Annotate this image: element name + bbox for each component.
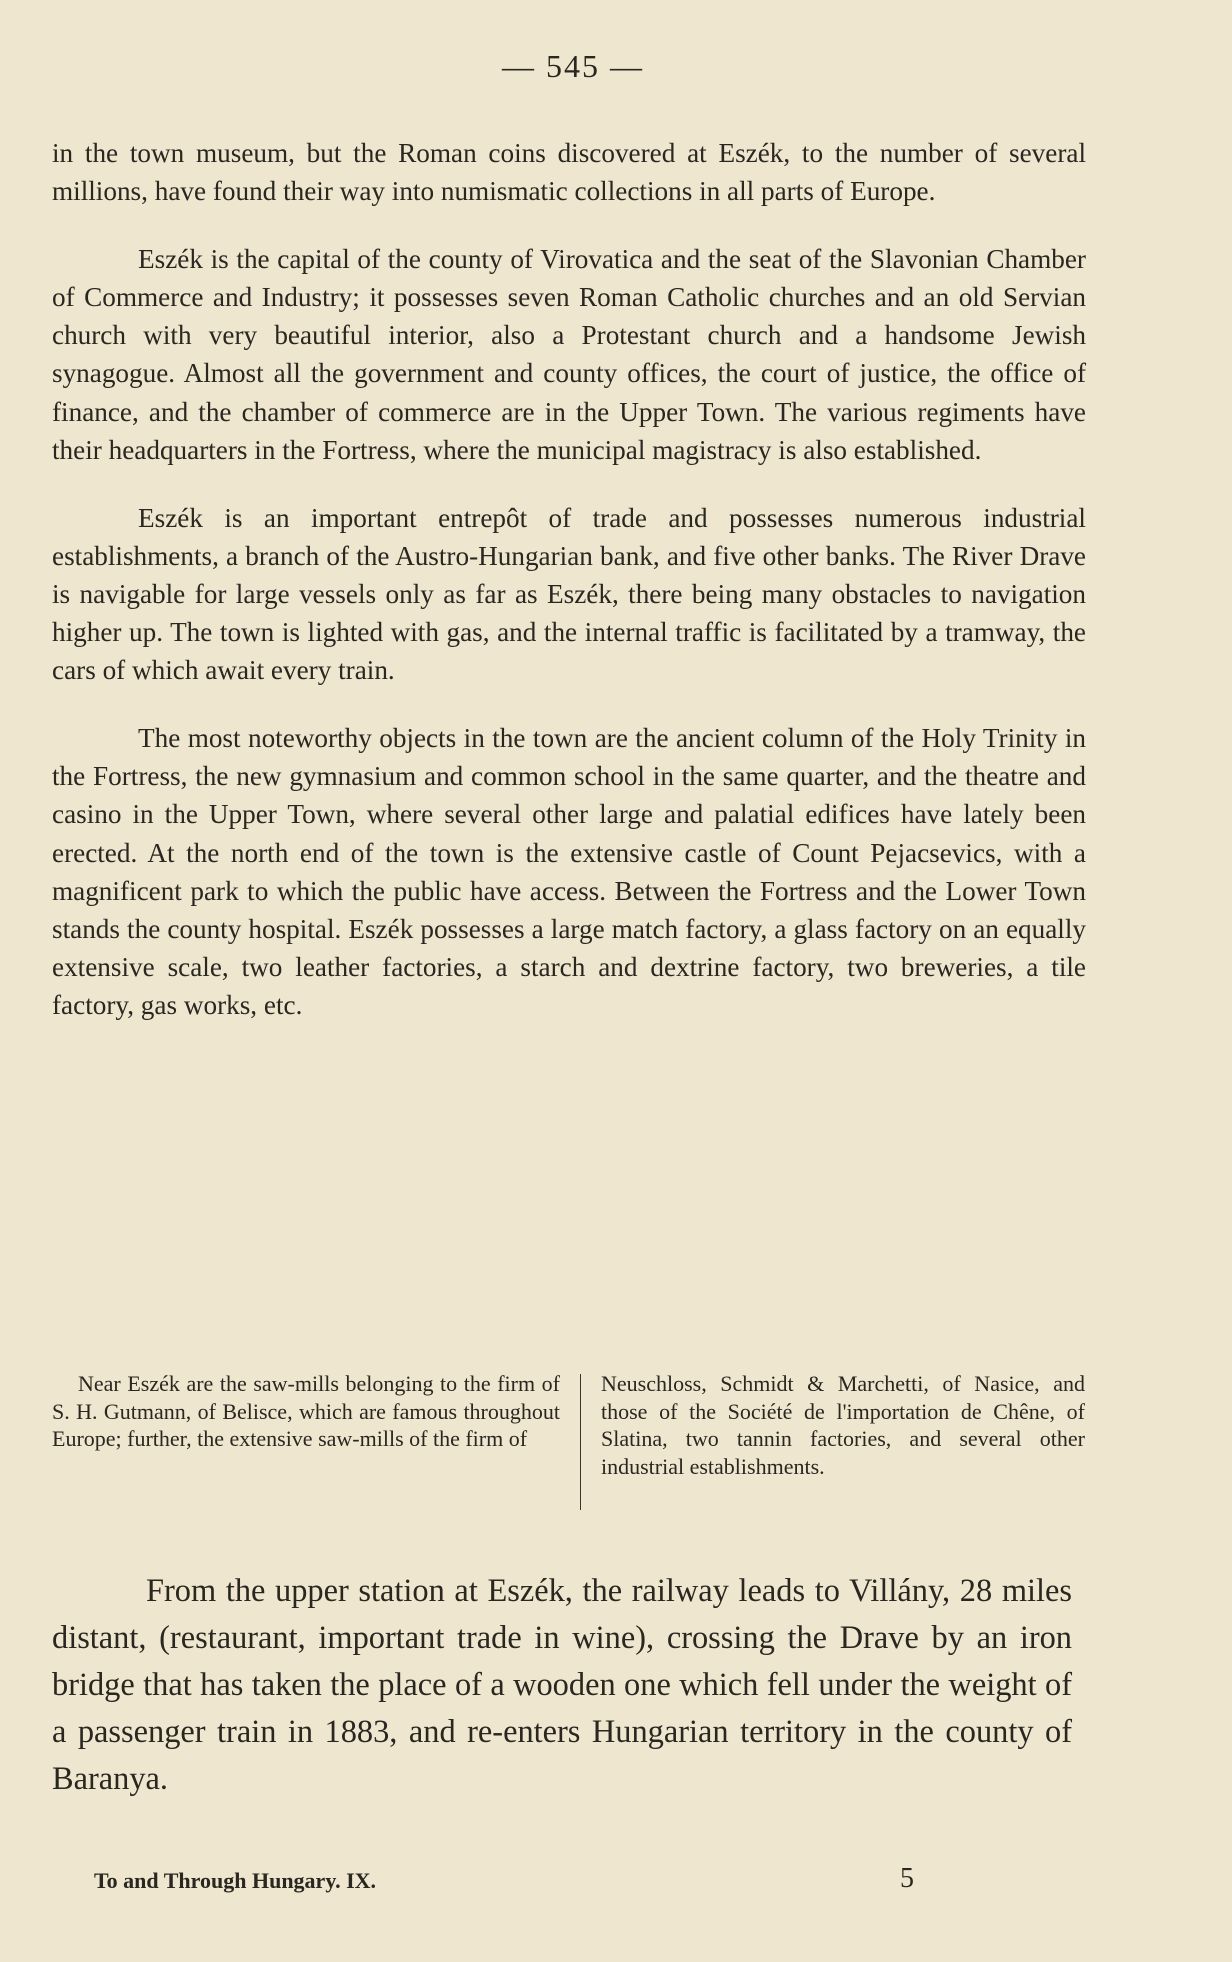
- main-body-text: [52, 134, 1086, 1054]
- route-paragraph: From the upper station at Eszék, the railway leads to Villány, 28 miles distant, (restaurant, important trade in wine), crossing the Drave by an iron bridge that has taken the place of a wooden one which fell under the weight of a passenger train in 1883, and re-enters Hungarian territory in the county of Baranya.: [52, 1573, 1072, 1798]
- paragraph-sights: The most noteworthy objects in the town are the ancient column of the Holy Trinity in the Fortress, the new gymnasium and common school in the same quarter, and the theatre and casino in the Upper Town, where several other large and palatial edifices have lately been erected. At the north end of the town is the extensive castle of Count Pejacsevics, with a magnificent park to which the public have access. Between the Fortress and the Lower Town stands the county hospital. Eszék possesses a large match factory, a glass factory on an equally extensive scale, two leather factories, a starch and dextrine factory, two breweries, a tile factory, gas works, etc.: [52, 723, 1086, 1020]
- small-print-columns: [52, 1370, 1086, 1510]
- signature-mark: 5: [900, 1863, 914, 1894]
- paragraph-trade: Eszék is an important entrepôt of trade and possesses numerous industrial establishments, a branch of the Austro-Hungarian bank, and five other banks. The River Drave is navigable for large vessels only as far as Eszék, there being many obstacles to navigation higher up. The town is lighted with gas, and the internal traffic is facilitated by a tramway, the cars of which await every train.: [52, 502, 1086, 686]
- paragraph-capital: Eszék is the capital of the county of Virovatica and the seat of the Slavonian Chamber of Commerce and Industry; it possesses seven Roman Catholic churches and an old Servian church with very beautiful interior, also a Protestant church and a handsome Jewish synagogue. Almost all the government and county offices, the court of justice, the office of finance, and the chamber of commerce are in the Upper Town. The various regiments have their headquarters in the Fortress, where the municipal magistracy is also established.: [52, 244, 1086, 465]
- paragraph-continued: in the town museum, but the Roman coins discovered at Eszék, to the number of several millions, have found their way into numismatic collections in all parts of Europe.: [52, 138, 1086, 207]
- footer-title: To and Through Hungary. IX.: [94, 1868, 377, 1893]
- small-print-left-column: Near Eszék are the saw-mills belonging to the firm of S. H. Gutmann, of Belisce, which are famous throughout Europe; further, the extensive saw-mills of the firm of: [52, 1371, 560, 1452]
- page-number: — 545 —: [502, 48, 644, 84]
- small-print-right-column: Neuschloss, Schmidt & Marchetti, of Nasice, and those of the Société de l'importation de Chêne, of Slatina, two tannin factories, and several other industrial establishments.: [601, 1371, 1085, 1479]
